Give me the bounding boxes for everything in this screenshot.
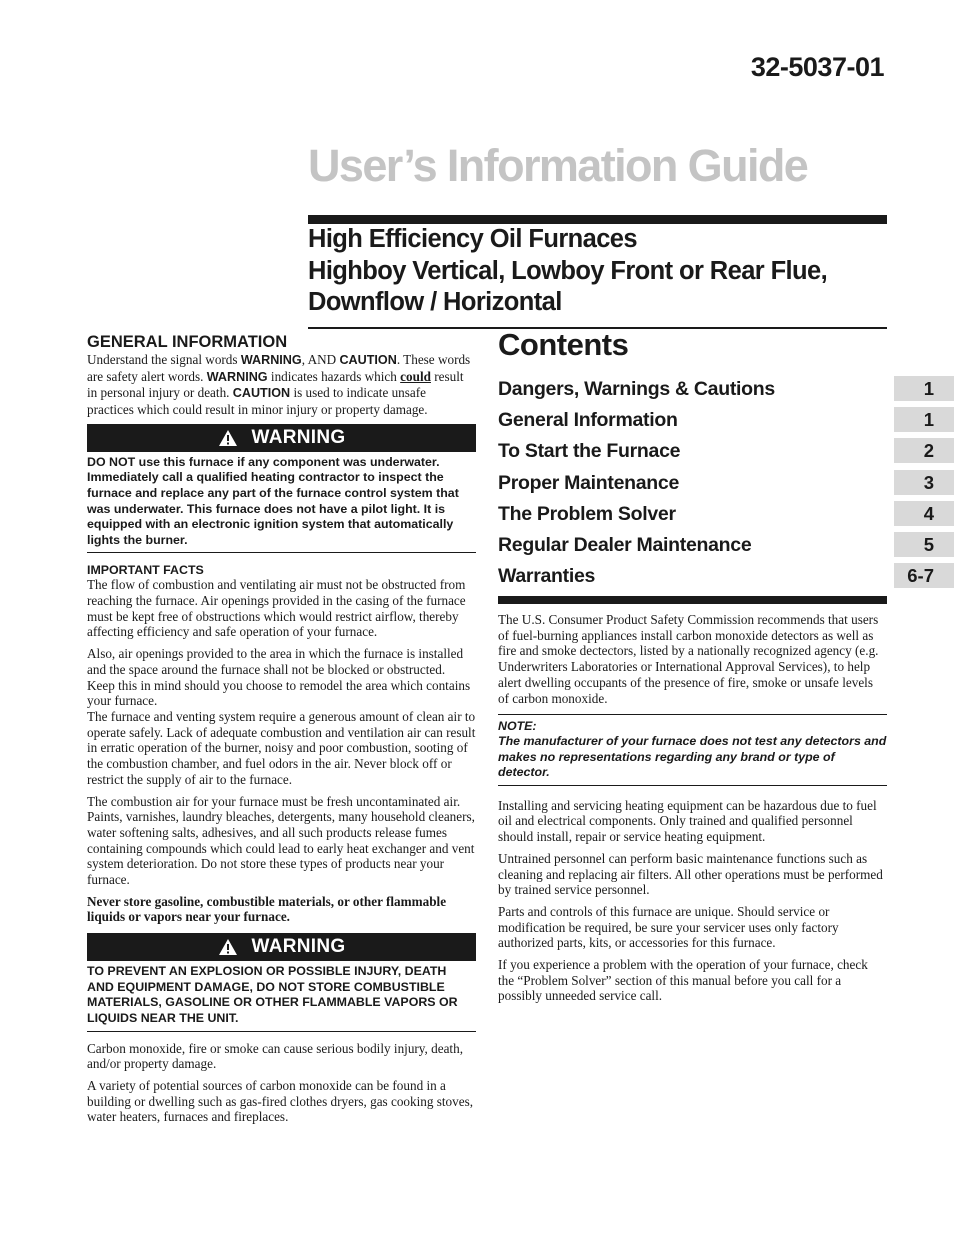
toc-label: General Information — [498, 409, 678, 432]
table-of-contents — [498, 374, 954, 592]
subtitle-line-2: Highboy Vertical, Lowboy Front or Rear Flue, — [308, 256, 828, 285]
cpsc-paragraph: The U.S. Consumer Product Safety Commission recommends that users of fuel-burning appliances install carbon monoxide detectors as well as fire and smoke dectectors, listed by a nationally recognized agency (e.g. Underwriters Laboratories or International Approval Services), to help alert dwelling occupants of the presence of fire, smoke or unsafe levels of carbon monoxide. — [498, 612, 879, 706]
warning-label: WARNING — [251, 426, 346, 448]
divider — [87, 1031, 476, 1032]
contents-bar — [498, 596, 887, 604]
important-paragraph-5: Never store gasoline, combustible materials, or other flammable liquids or vapors near your furnace. — [87, 893, 447, 925]
document-number: 32-5037-01 — [750, 52, 884, 82]
important-paragraph-4: The combustion air for your furnace must be fresh uncontaminated air. Paints, varnishes, laundry bleaches, detergents, many household cleaners, water softening salts, adhesives, and all such products release fumes containing compounds which could lead to early heat exchanger and vent system deterioration. Do not store these types of products near your furnace. — [87, 793, 475, 888]
important-paragraph-3: The furnace and venting system require a generous amount of clean air to operate safely. Lack of adequate combustion and ventilation air can result in erratic operation of the burner, noisy and poor combustion, sooting of the combustion chamber, and fuel odors in the air. Never block off or restrict the supply of air to the furnace. — [87, 709, 476, 787]
subtitle-line-3: Downflow / Horizontal — [308, 288, 562, 316]
divider — [87, 552, 476, 553]
note-box — [498, 714, 887, 786]
warning-text-2: TO PREVENT AN EXPLOSION OR POSSIBLE INJURY, DEATH AND EQUIPMENT DAMAGE, DO NOT STORE COMBUSTIBLE MATERIALS, GASOLINE OR OTHER FLAMMABLE VAPORS OR LIQUIDS NEAR THE UNIT. — [87, 964, 458, 1025]
toc-row — [498, 436, 954, 467]
right-paragraph-3: Parts and controls of this furnace are unique. Should service or modification be required, be sure your servicer uses only factory authorized parts, kits, or accessories for this furnace. — [498, 903, 839, 951]
toc-label: Regular Dealer Maintenance — [498, 533, 752, 556]
right-paragraph-4: If you experience a problem with the operation of your furnace, check the “Problem Solver” section of this manual before you call for a possibly unneeded service call. — [498, 957, 868, 1004]
toc-page-number: 6-7 — [894, 563, 954, 588]
toc-page-number: 1 — [894, 407, 954, 432]
important-paragraph-1: The flow of combustion and ventilating air must not be obstructed from reaching the furnace. Air openings provided in the casing of the furnace must be kept free of obstructions which would restrict airflow, thereby affecting efficiency and safe operation of your furnace. — [87, 577, 466, 640]
toc-label: Dangers, Warnings & Cautions — [498, 378, 775, 400]
page-title: User’s Information Guide — [308, 140, 808, 191]
warning-banner-1 — [87, 424, 476, 452]
toc-row — [498, 374, 954, 405]
right-paragraph-1: Installing and servicing heating equipment can be hazardous due to fuel oil and electrical components. Only trained and qualified personnel should install, repair or service heating equipment. — [498, 797, 877, 845]
toc-row — [498, 499, 954, 530]
subtitle-line-1: High Efficiency Oil Furnaces — [308, 225, 637, 253]
general-info-heading: GENERAL INFORMATION — [87, 333, 288, 351]
toc-label: To Start the Furnace — [498, 440, 681, 463]
toc-page-number: 4 — [894, 501, 954, 526]
note-heading: NOTE: — [498, 719, 537, 734]
toc-page-number: 2 — [894, 438, 954, 463]
toc-page-number: 3 — [894, 470, 954, 495]
toc-label: Proper Maintenance — [498, 471, 679, 494]
warning-banner-2 — [87, 933, 476, 961]
toc-page-number: 5 — [894, 532, 954, 557]
co-paragraph-2: A variety of potential sources of carbon monoxide can be found in a building or dwelling such as gas-fired clothes dryers, gas cooking stoves, water heaters, furnaces and fireplaces. — [87, 1077, 474, 1125]
toc-row — [498, 561, 954, 592]
general-info-paragraph: Understand the signal words WARNING, AND CAUTION. These words are safety alert words. WARNING indicates hazards which could result in personal injury or death. CAUTION is used to indicate unsafe practices which could result in minor injury or property damage. — [87, 352, 471, 418]
right-paragraph-2: Untrained personnel can perform basic maintenance functions such as cleaning and replacing air filters. All other operations must be performed by trained service personnel. — [498, 850, 883, 898]
right-column — [498, 612, 887, 1010]
note-text: The manufacturer of your furnace does not test any detectors and makes no representations regarding any brand or type of detector. — [498, 734, 887, 780]
important-paragraph-2: Also, air openings provided to the area in which the furnace is installed and the space around the furnace shall not be blocked or obstructed. Keep this in mind should you choose to remodel the area which contains your furnace. — [87, 646, 471, 709]
toc-row — [498, 468, 954, 499]
important-facts-heading: IMPORTANT FACTS — [87, 563, 204, 578]
toc-label: Warranties — [498, 565, 596, 588]
warning-triangle-icon — [218, 429, 238, 447]
contents-title: Contents — [498, 327, 629, 362]
toc-page-number: 1 — [894, 376, 954, 401]
warning-label: WARNING — [251, 936, 346, 958]
toc-label: The Problem Solver — [498, 502, 676, 525]
toc-row — [498, 405, 954, 436]
warning-triangle-icon — [218, 938, 238, 956]
left-column — [87, 332, 476, 1131]
co-paragraph-1: Carbon monoxide, fire or smoke can cause serious bodily injury, death, and/or property damage. — [87, 1040, 463, 1072]
title-bar — [308, 215, 887, 224]
toc-row — [498, 530, 954, 561]
subtitle — [308, 224, 888, 319]
warning-text-1: DO NOT use this furnace if any component was underwater. Immediately call a qualified heating contractor to inspect the furnace and replace any part of the furnace control system that was underwater. This furnace does not have a pilot light. It is equipped with an electronic ignition system that automatically lights the burner. — [87, 454, 459, 547]
